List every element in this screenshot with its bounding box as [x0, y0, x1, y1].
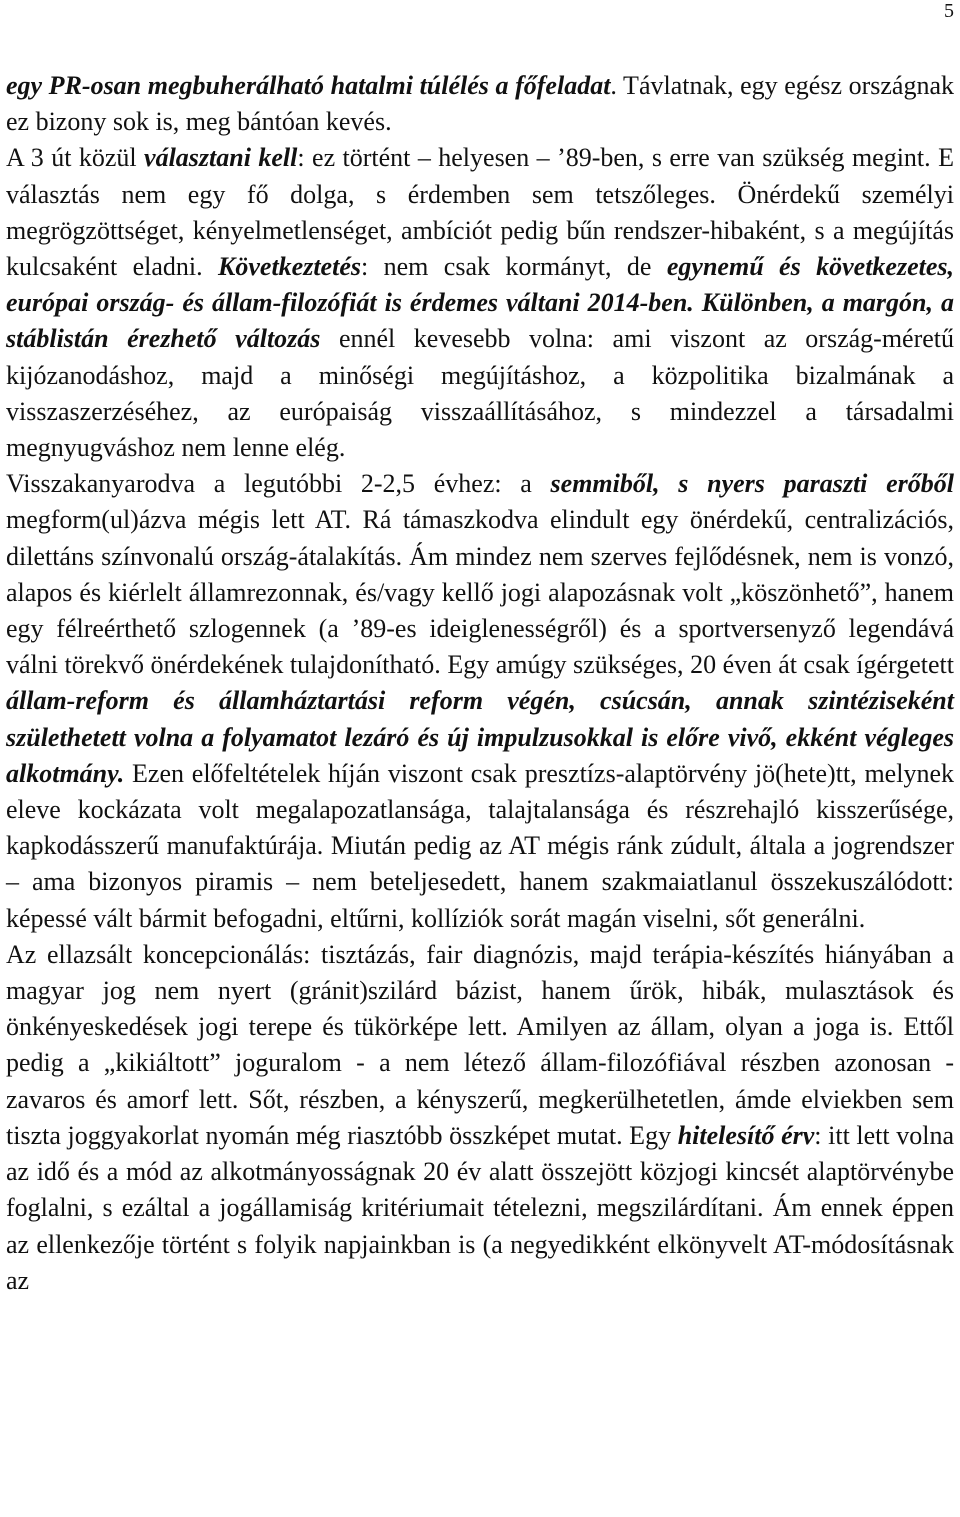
text-run: : ez történt – helyesen – ’89-ben, s erre van szükség megint. E választás nem egy fő dolga, s érdemben sem tetszőleges. Önérdekű személyi megrögzöttséget, kényelmetlenséget, ambíciót pedig bűn rendszer-hibaként, s a megújítás kulcsaként eladni.: [6, 143, 954, 282]
emphasized-text: semmiből, s nyers paraszti erőből: [550, 469, 954, 499]
text-run: Visszakanyarodva a legutóbbi 2-2,5 évhez: a: [6, 469, 551, 499]
page-number: 5: [944, 0, 954, 22]
text-run: ennél kevesebb volna: ami viszont az ország-méretű kijózanodáshoz, majd a minőségi megújításhoz, a közpolitika bizalmának a visszaszerzéséhez, az európaiság visszaállításához, s mindezzel a társadalmi megnyugváshoz nem lenne elég.: [6, 324, 955, 463]
paragraph: [6, 140, 954, 466]
text-run: megform(ul)ázva mégis lett AT. Rá támaszkodva elindult egy önérdekű, centralizációs, dilettáns színvonalú ország-átalakítás. Ám mindez nem szerves fejlődésnek, nem is vonzó, alapos és kiérlelt államrezonnak, és/vagy kellő jogi alapozásnak volt „köszönhető”, hanem egy félreérthető szlogennek (a ’89-es ideiglenességről) és a sportversenyző legendává válni törekvő önérdekének tulajdonítható. Egy amúgy szükséges, 20 éven át csak ígérgetett: [6, 505, 954, 680]
emphasized-text: hitelesítő érv: [677, 1120, 815, 1150]
emphasized-text: Következtetés: [218, 252, 361, 282]
body-text: [6, 68, 954, 1299]
text-run: . Távlatnak, egy egész országnak ez bizony sok is, meg bántóan kevés.: [6, 71, 955, 137]
emphasized-text: állam-reform és államháztartási reform végén, csúcsán, annak szintéziseként születhetett volna a folyamatot lezáró és új impulzusokkal is előre vivő, ekként végleges alkotmány.: [6, 686, 954, 788]
paragraph: [6, 68, 954, 140]
paragraph: [6, 466, 954, 937]
text-run: Ezen előfeltételek híján viszont csak presztízs-alaptörvény jö(hete)tt, melynek eleve kockázata volt megalapozatlansága, talajtalansága és részrehajló kisszerűsége, kapkodásszerű manufaktúrája. Miután pedig az AT mégis ránk zúdult, általa a jogrendszer – ama bizonyos piramis – nem beteljesedett, hanem szakmaiatlanul összekuszálódott: képessé vált bármit befogadni, eltűrni, kollíziók sorát magán viselni, sőt generálni.: [6, 758, 954, 933]
emphasized-text: egynemű és következetes, európai ország- és állam-filozófiát is érdemes váltani 2014-ben. Különben, a margón, a stáblistán érezhető változás: [6, 252, 955, 354]
text-run: : itt lett volna az idő és a mód az alkotmányosságnak 20 év alatt összejött közjogi kincsét alaptörvénybe foglalni, s ezáltal a jogállamiság kritériumait tételezni, megszilárdítani. Ám ennek éppen az ellenkezője történt s folyik napjainkban is (a negyedikként elkönyvelt AT-módosításnak az: [6, 1120, 954, 1295]
text-run: A 3 út közül: [6, 143, 145, 173]
emphasized-text: egy PR-osan megbuherálható hatalmi túlélés a főfeladat: [6, 71, 611, 100]
emphasized-text: választani kell: [144, 143, 298, 173]
text-run: Az ellazsált koncepcionálás: tisztázás, fair diagnózis, majd terápia-készítés hiányában a magyar jog nem nyert (gránit)szilárd bázist, hanem űrök, hibák, mulasztások és önkényeskedések jogi terepe és tükörképe lett. Amilyen az állam, olyan a joga is. Ettől pedig a „kikiáltott” joguralom - a nem létező állam-filozófiával részben azonosan - zavaros és amorf lett. Sőt, részben, a kényszerű, megkerülhetetlen, ámde elviekben sem tiszta joggyakorlat nyomán még riasztóbb összképet mutat. Egy: [6, 939, 954, 1150]
text-run: : nem csak kormányt, de: [360, 252, 667, 282]
paragraph: [6, 937, 954, 1299]
